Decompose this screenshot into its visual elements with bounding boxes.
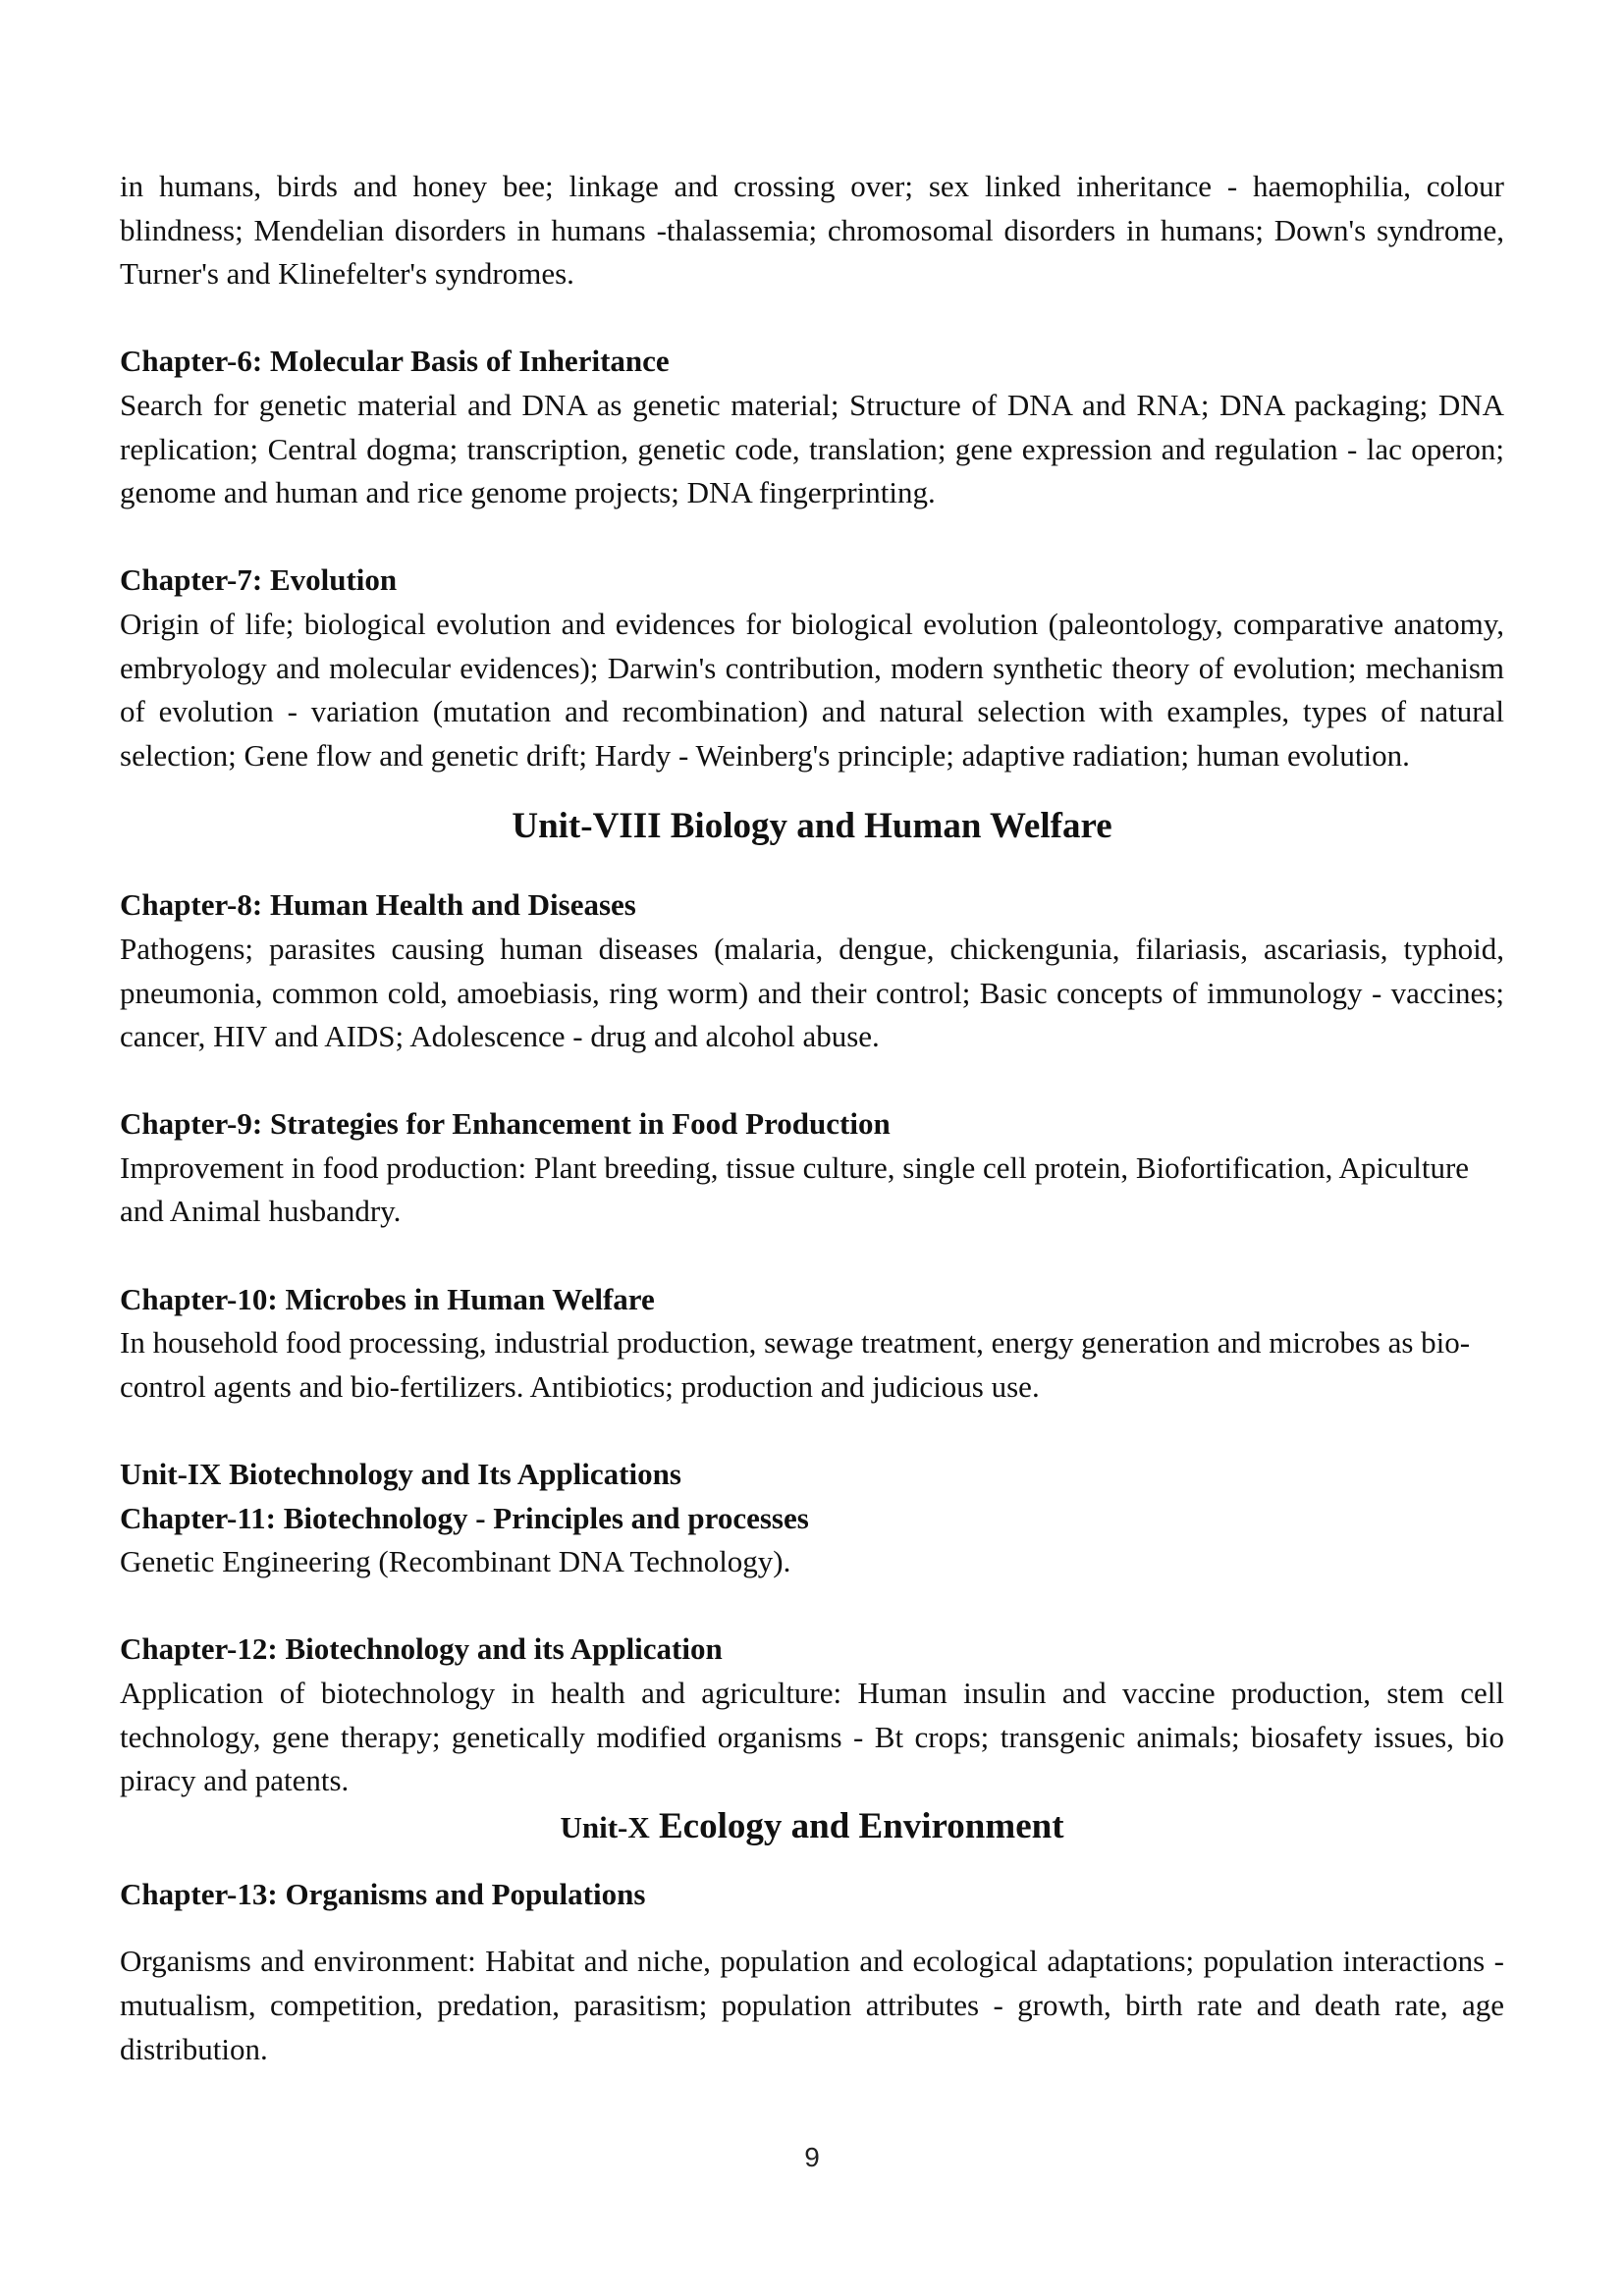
chapter-9-section (120, 1102, 1504, 1234)
chapter-12-body: Application of biotechnology in health and agriculture: Human insulin and vaccine production, stem cell technology, gene therapy; genetically modified organisms - Bt crops; transgenic animals; biosafety issues, bio piracy and patents. (120, 1676, 1504, 1798)
chapter-8-section (120, 883, 1504, 1058)
unit-10-heading (120, 1803, 1504, 1851)
chapter-7-section (120, 559, 1504, 777)
chapter-10-body: In household food processing, industrial production, sewage treatment, energy generation and microbes as bio-control agents and bio-fertilizers. Antibiotics; production and judicious use. (120, 1325, 1471, 1404)
chapter-11-body: Genetic Engineering (Recombinant DNA Technology). (120, 1544, 791, 1579)
chapter-7-body: Origin of life; biological evolution and evidences for biological evolution (paleontology, comparative anatomy, embryology and molecular evidences); Darwin's contribution, modern synthetic theory of evolution; mechanism of evolution - variation (mutation and recombination) and natural selection with examples, types of natural selection; Gene flow and genetic drift; Hardy - Weinberg's principle; adaptive radiation; human evolution. (120, 606, 1504, 773)
chapter-6-heading: Chapter-6: Molecular Basis of Inheritance (120, 344, 670, 379)
chapter-13-body: Organisms and environment: Habitat and niche, population and ecological adaptations; population interactions - mutualism, competition, predation, parasitism; population attributes - growth, birth rate and death rate, age distribution. (120, 1944, 1504, 2066)
chapter-9-heading: Chapter-9: Strategies for Enhancement in Food Production (120, 1106, 891, 1142)
unit-8-heading: Unit-VIII Biology and Human Welfare (512, 806, 1112, 847)
chapter-13-heading: Chapter-13: Organisms and Populations (120, 1876, 646, 1911)
chapter-12-section (120, 1628, 1504, 1802)
unit-10-prefix: Unit-X (560, 1809, 650, 1844)
chapter-11-heading: Chapter-11: Biotechnology - Principles and processes (120, 1500, 809, 1535)
unit-9-section (120, 1453, 1504, 1584)
chapter-8-body: Pathogens; parasites causing human diseases (malaria, dengue, chickengunia, filariasis, ascariasis, typhoid, pneumonia, common cold, amoebiasis, ring worm) and their control; Basic concepts of immunology - vaccines; cancer, HIV and AIDS; Adolescence - drug and alcohol abuse. (120, 931, 1504, 1054)
chapter-12-heading: Chapter-12: Biotechnology and its Application (120, 1631, 723, 1667)
syllabus-page (120, 165, 1504, 2071)
chapter-7-heading: Chapter-7: Evolution (120, 562, 398, 598)
chapter-10-section (120, 1278, 1504, 1410)
chapter-8-heading: Chapter-8: Human Health and Diseases (120, 887, 636, 923)
chapter-6-body: Search for genetic material and DNA as genetic material; Structure of DNA and RNA; DNA packaging; DNA replication; Central dogma; transcription, genetic code, translation; gene expression and regulation - lac operon; genome and human and rice genome projects; DNA fingerprinting. (120, 387, 1504, 510)
unit-10-title: Ecology and Environment (658, 1805, 1064, 1846)
chapter-6-section (120, 340, 1504, 514)
chapter-10-heading: Chapter-10: Microbes in Human Welfare (120, 1281, 655, 1316)
unit-9-heading: Unit-IX Biotechnology and Its Applications (120, 1457, 681, 1492)
chapter-9-body: Improvement in food production: Plant breeding, tissue culture, single cell protein, Biofortification, Apiculture and Animal husbandry. (120, 1149, 1470, 1229)
chapter-13-section (120, 1873, 1504, 2071)
intro-paragraph: in humans, birds and honey bee; linkage and crossing over; sex linked inheritance - haemophilia, colour blindness; Mendelian disorders in humans -thalassemia; chromosomal disorders in humans; Down's syndrome, Turner's and Klinefelter's syndromes. (120, 169, 1504, 292)
page-number: 9 (804, 2142, 820, 2172)
